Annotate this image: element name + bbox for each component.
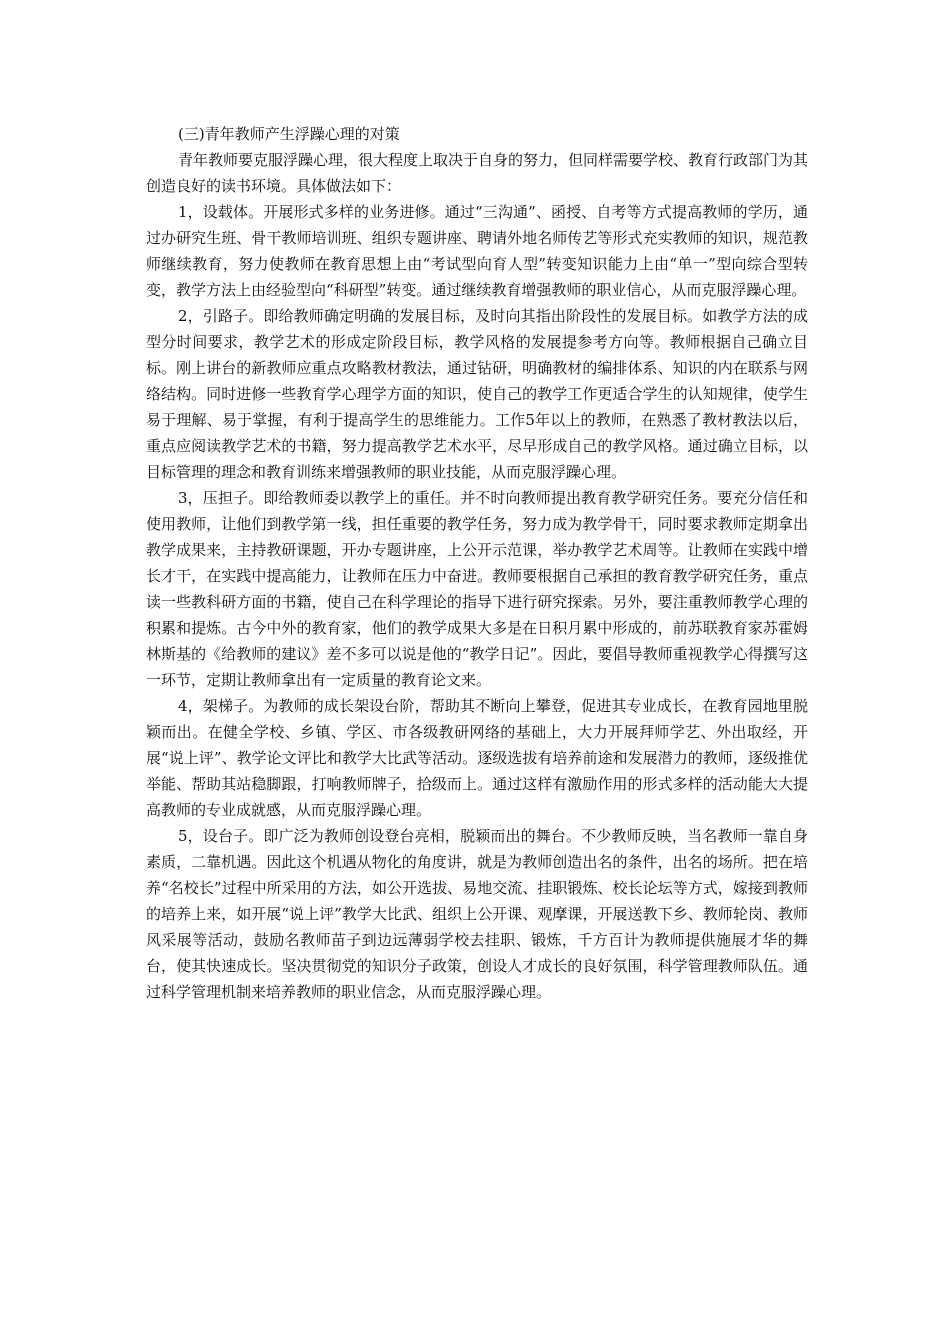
intro-paragraph: 青年教师要克服浮躁心理，很大程度上取决于自身的努力，但同样需要学校、教育行政部门为其创造良好的读书环境。具体做法如下：: [146, 151, 809, 195]
document-body: [146, 121, 808, 1005]
section-heading: (三)青年教师产生浮躁心理的对策: [178, 125, 400, 143]
paragraph-build-ladder: 4，架梯子。为教师的成长架设台阶，帮助其不断向上攀登，促进其专业成长，在教育园地里脱颖而出。在健全学校、乡镇、学区、市各级教研网络的基础上，大力开展拜师学艺、外出取经，开展“说上评”、教学论文评比和教学大比武等活动。逐级选拔有培养前途和发展潜力的教师，逐级推优举能、帮助其站稳脚跟，打响教师牌子，拾级而上。通过这样有激励作用的形式多样的活动能大大提高教师的专业成就感，从而克服浮躁心理。: [146, 697, 808, 819]
paragraph-set-stage: 5，设台子。即广泛为教师创设登台亮相，脱颖而出的舞台。不少教师反映，当名教师一靠自身素质，二靠机遇。因此这个机遇从物化的角度讲，就是为教师创造出名的条件，出名的场所。把在培养“名校长”过程中所采用的方法，如公开选拔、易地交流、挂职锻炼、校长论坛等方式，嫁接到教师的培养上来，如开展“说上评”教学大比武、组织上公开课、观摩课，开展送教下乡、教师轮岗、教师风采展等活动，鼓励名教师苗子到边远薄弱学校去挂职、锻炼，千方百计为教师提供施展才华的舞台，使其快速成长。坚决贯彻党的知识分子政策，创设人才成长的良好氛围，科学管理教师队伍。通过科学管理机制来培养教师的职业信念，从而克服浮躁心理。: [146, 827, 808, 1001]
paragraph-set-carrier: 1，设载体。开展形式多样的业务进修。通过“三沟通”、函授、自考等方式提高教师的学历，通过办研究生班、骨干教师培训班、组织专题讲座、聘请外地名师传艺等形式充实教师的知识，规范教师继续教育，努力使教师在教育思想上由“考试型向育人型”转变知识能力上由“单一”型向综合型转变，教学方法上由经验型向“科研型”转变。通过继续教育增强教师的职业信心，从而克服浮躁心理。: [146, 203, 808, 299]
paragraph-assign-burden: 3，压担子。即给教师委以教学上的重任。并不时向教师提出教育教学研究任务。要充分信任和使用教师，让他们到教学第一线，担任重要的教学任务，努力成为教学骨干，同时要求教师定期拿出教学成果来，主持教研课题，开办专题讲座，上公开示范课，举办教学艺术周等。让教师在实践中增长才干，在实践中提高能力，让教师在压力中奋进。教师要根据自己承担的教育教学研究任务，重点读一些教科研方面的书籍，使自己在科学理论的指导下进行研究探索。另外，要注重教师教学心理的积累和提炼。古今中外的教育家，他们的教学成果大多是在日积月累中形成的，前苏联教育家苏霍姆林斯基的《给教师的建议》差不多可以说是他的“教学日记”。因此，要倡导教师重视教学心得撰写这一环节，定期让教师拿出有一定质量的教育论文来。: [146, 489, 808, 689]
paragraph-guide-path: 2，引路子。即给教师确定明确的发展目标，及时向其指出阶段性的发展目标。如教学方法的成型分时间要求，教学艺术的形成定阶段目标，教学风格的发展提参考方向等。教师根据自己确立目标。刚上讲台的新教师应重点攻略教材教法，通过钻研，明确教材的编排体系、知识的内在联系与网络结构。同时进修一些教育学心理学方面的知识，使自己的教学工作更适合学生的认知规律，使学生易于理解、易于掌握，有利于提高学生的思维能力。工作5年以上的教师，在熟悉了教材教法以后，重点应阅读教学艺术的书籍，努力提高教学艺术水平，尽早形成自己的教学风格。通过确立目标，以目标管理的理念和教育训练来增强教师的职业技能，从而克服浮躁心理。: [146, 307, 808, 481]
